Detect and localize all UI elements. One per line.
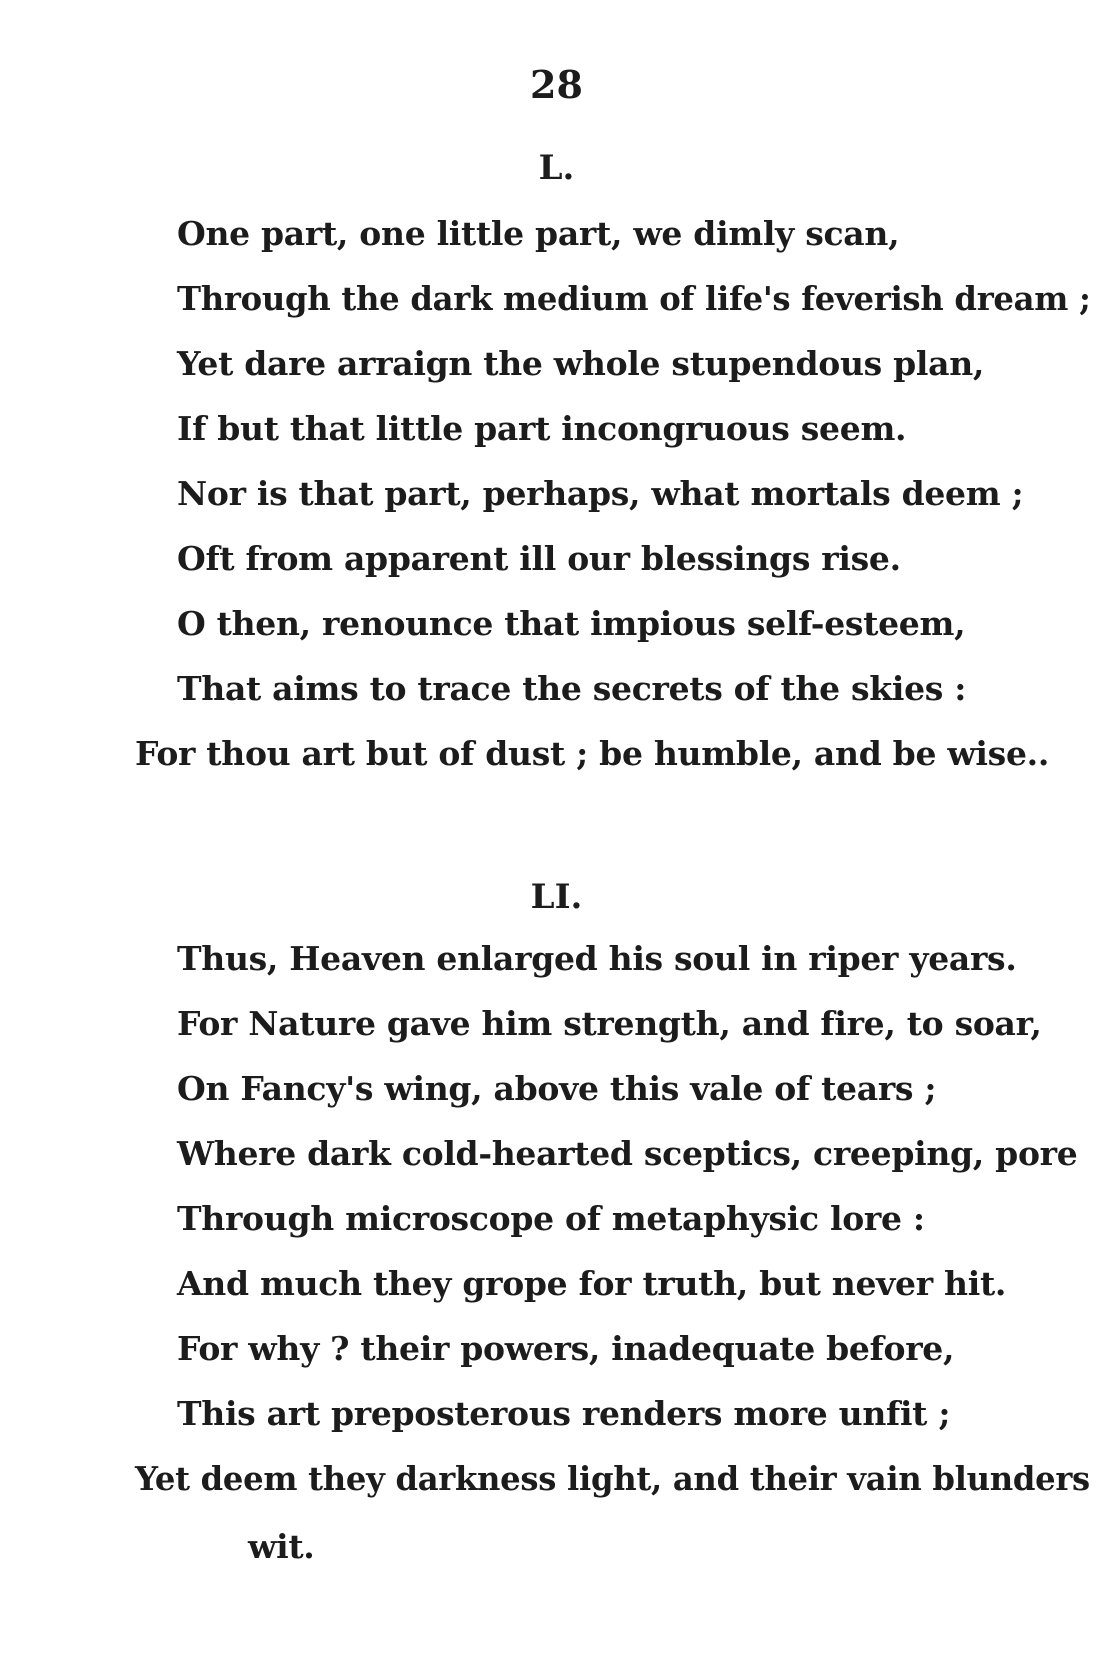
poem-line: Yet dare arraign the whole stupendous plan, — [177, 344, 985, 383]
poem-line: Nor is that part, perhaps, what mortals deem ; — [177, 474, 1024, 513]
poem-line: One part, one little part, we dimly scan, — [177, 214, 900, 253]
poem-line: If but that little part incongruous seem. — [177, 409, 907, 448]
poem-line: Oft from apparent ill our blessings rise. — [177, 539, 901, 578]
poem-line: Through microscope of metaphysic lore : — [177, 1199, 925, 1238]
poem-line: Through the dark medium of life's feverish dream ; — [177, 279, 1091, 318]
stanza-heading: L. — [538, 148, 575, 188]
poem-line: For thou art but of dust ; be humble, and be wise.. — [135, 734, 1050, 773]
poem-line: On Fancy's wing, above this vale of tears ; — [177, 1069, 937, 1108]
poem-line: That aims to trace the secrets of the skies : — [177, 669, 967, 708]
poem-line: O then, renounce that impious self-esteem, — [177, 604, 966, 643]
poem-line: And much they grope for truth, but never hit. — [177, 1264, 1007, 1303]
poem-line: wit. — [248, 1527, 315, 1566]
poem-line: Thus, Heaven enlarged his soul in riper years. — [177, 939, 1017, 978]
poem-line: This art preposterous renders more unfit ; — [177, 1394, 951, 1433]
poem-line: For why ? their powers, inadequate before, — [177, 1329, 955, 1368]
poem-line: Where dark cold-hearted sceptics, creeping, pore — [177, 1134, 1078, 1173]
page-number: 28 — [530, 62, 583, 107]
poem-line: For Nature gave him strength, and fire, to soar, — [177, 1004, 1042, 1043]
poem-line: Yet deem they darkness light, and their vain blunders — [135, 1459, 1090, 1498]
stanza-heading: LI. — [530, 877, 583, 917]
